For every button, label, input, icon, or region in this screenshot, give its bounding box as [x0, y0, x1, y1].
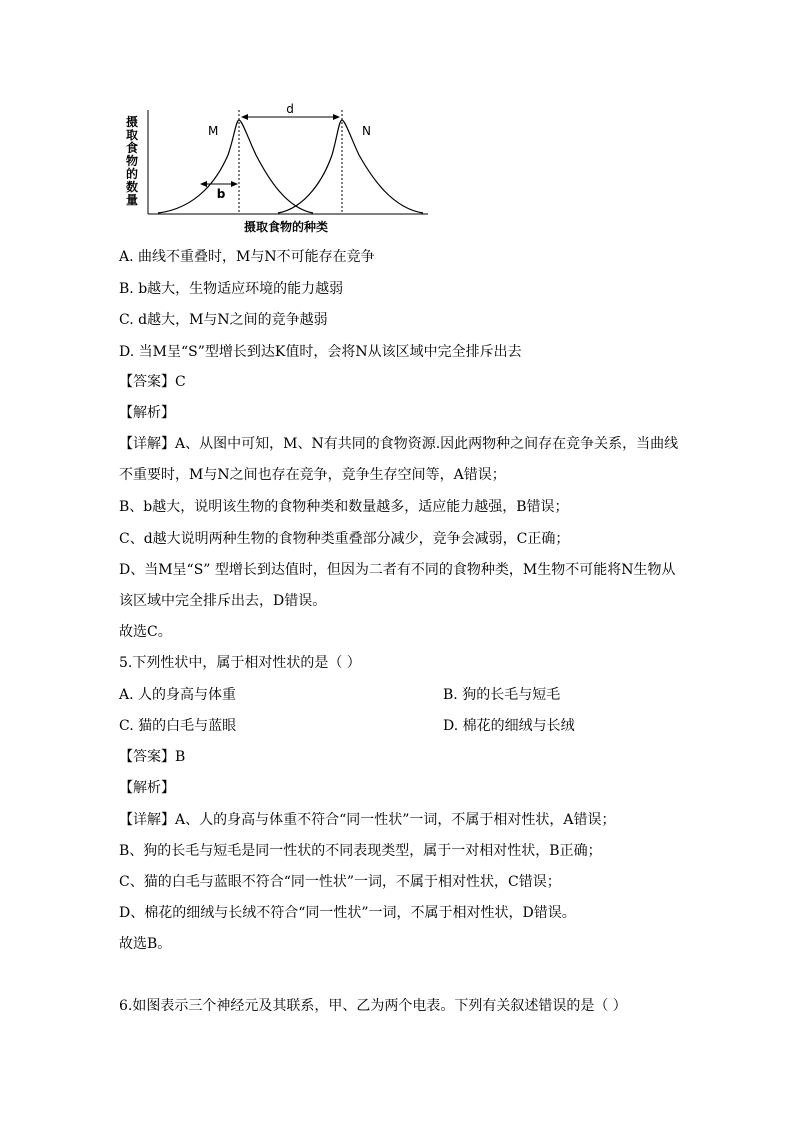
q5-option-d: D. 棉花的细绒与长绒 [443, 718, 575, 734]
q5-answer: 【答案】B [119, 749, 186, 765]
q6-stem: 6.如图表示三个神经元及其联系，甲、乙为两个电表。下列有关叙述错误的是（ ） [119, 998, 627, 1014]
q4-detail-a-line2: 不重要时，M与N之间也存在竞争，竞争生存空间等，A错误； [119, 467, 506, 483]
label-n: N [362, 124, 371, 138]
q5-detail-a: 【详解】A、人的身高与体重不符合“同一性状”一词，不属于相对性状，A错误； [119, 812, 616, 828]
q5-option-a: A. 人的身高与体重 [119, 687, 237, 703]
y-label-char: 摄 [125, 115, 139, 129]
q4-analysis-heading: 【解析】 [119, 405, 175, 421]
competition-curve-chart [118, 100, 438, 240]
q5-stem: 5.下列性状中，属于相对性状的是（ ） [119, 655, 361, 671]
y-label-char: 数 [125, 180, 139, 194]
q5-option-c: C. 猫的白毛与蓝眼 [119, 718, 237, 734]
d-arrow-head-right [333, 114, 340, 120]
b-arrow-head-left [200, 181, 207, 187]
y-label-char: 量 [125, 193, 139, 207]
y-label-char: 取 [125, 128, 139, 142]
q4-option-d: D. 当M呈“S”型增长到达K值时，会将N从该区域中完全排斥出去 [119, 344, 522, 360]
y-axis-label [126, 114, 138, 207]
y-label-char: 的 [125, 167, 139, 181]
label-m: M [208, 124, 219, 138]
q4-detail-b: B、b越大，说明该生物的食物种类和数量越多，适应能力越强，B错误； [119, 499, 569, 515]
label-d: d [286, 102, 294, 116]
q5-detail-c: C、猫的白毛与蓝眼不符合“同一性状”一词，不属于相对性状，C错误； [119, 874, 561, 890]
x-axis-label: 摄取食物的种类 [243, 220, 329, 234]
label-b: b [216, 187, 226, 201]
y-label-char: 食 [125, 141, 139, 155]
q4-answer: 【答案】C [119, 374, 186, 390]
y-label-char: 物 [125, 154, 139, 168]
curve-n [278, 120, 423, 213]
b-arrow-head-right [231, 181, 238, 187]
q4-option-c: C. d越大，M与N之间的竞争越弱 [119, 312, 328, 328]
q5-detail-b: B、狗的长毛与短毛是同一性状的不同表现类型，属于一对相对性状，B正确； [119, 843, 602, 859]
q4-conclusion: 故选C。 [119, 624, 172, 640]
q4-detail-a-line1: 【详解】A、从图中可知，M、N有共同的食物资源.因此两物种之间存在竞争关系，当曲线 [119, 436, 679, 452]
q4-option-a: A. 曲线不重叠时，M与N不可能存在竞争 [119, 249, 375, 265]
q5-conclusion: 故选B。 [119, 936, 172, 952]
q5-analysis-heading: 【解析】 [119, 780, 175, 796]
q4-detail-d-line2: 该区域中完全排斥出去，D错误。 [119, 593, 327, 609]
curve-m [158, 120, 313, 213]
q5-option-b: B. 狗的长毛与短毛 [443, 687, 561, 703]
q4-option-b: B. b越大，生物适应环境的能力越弱 [119, 281, 344, 297]
q4-detail-d-line1: D、当M呈“S” 型增长到达值时，但因为二者有不同的食物种类，M生物不可能将N生物从 [119, 562, 676, 578]
q5-detail-d: D、棉花的细绒与长绒不符合“同一性状”一词，不属于相对性状，D错误。 [119, 905, 576, 921]
q4-detail-c: C、d越大说明两种生物的食物种类重叠部分减少，竞争会减弱，C正确； [119, 531, 570, 547]
d-arrow-head-left [241, 114, 248, 120]
